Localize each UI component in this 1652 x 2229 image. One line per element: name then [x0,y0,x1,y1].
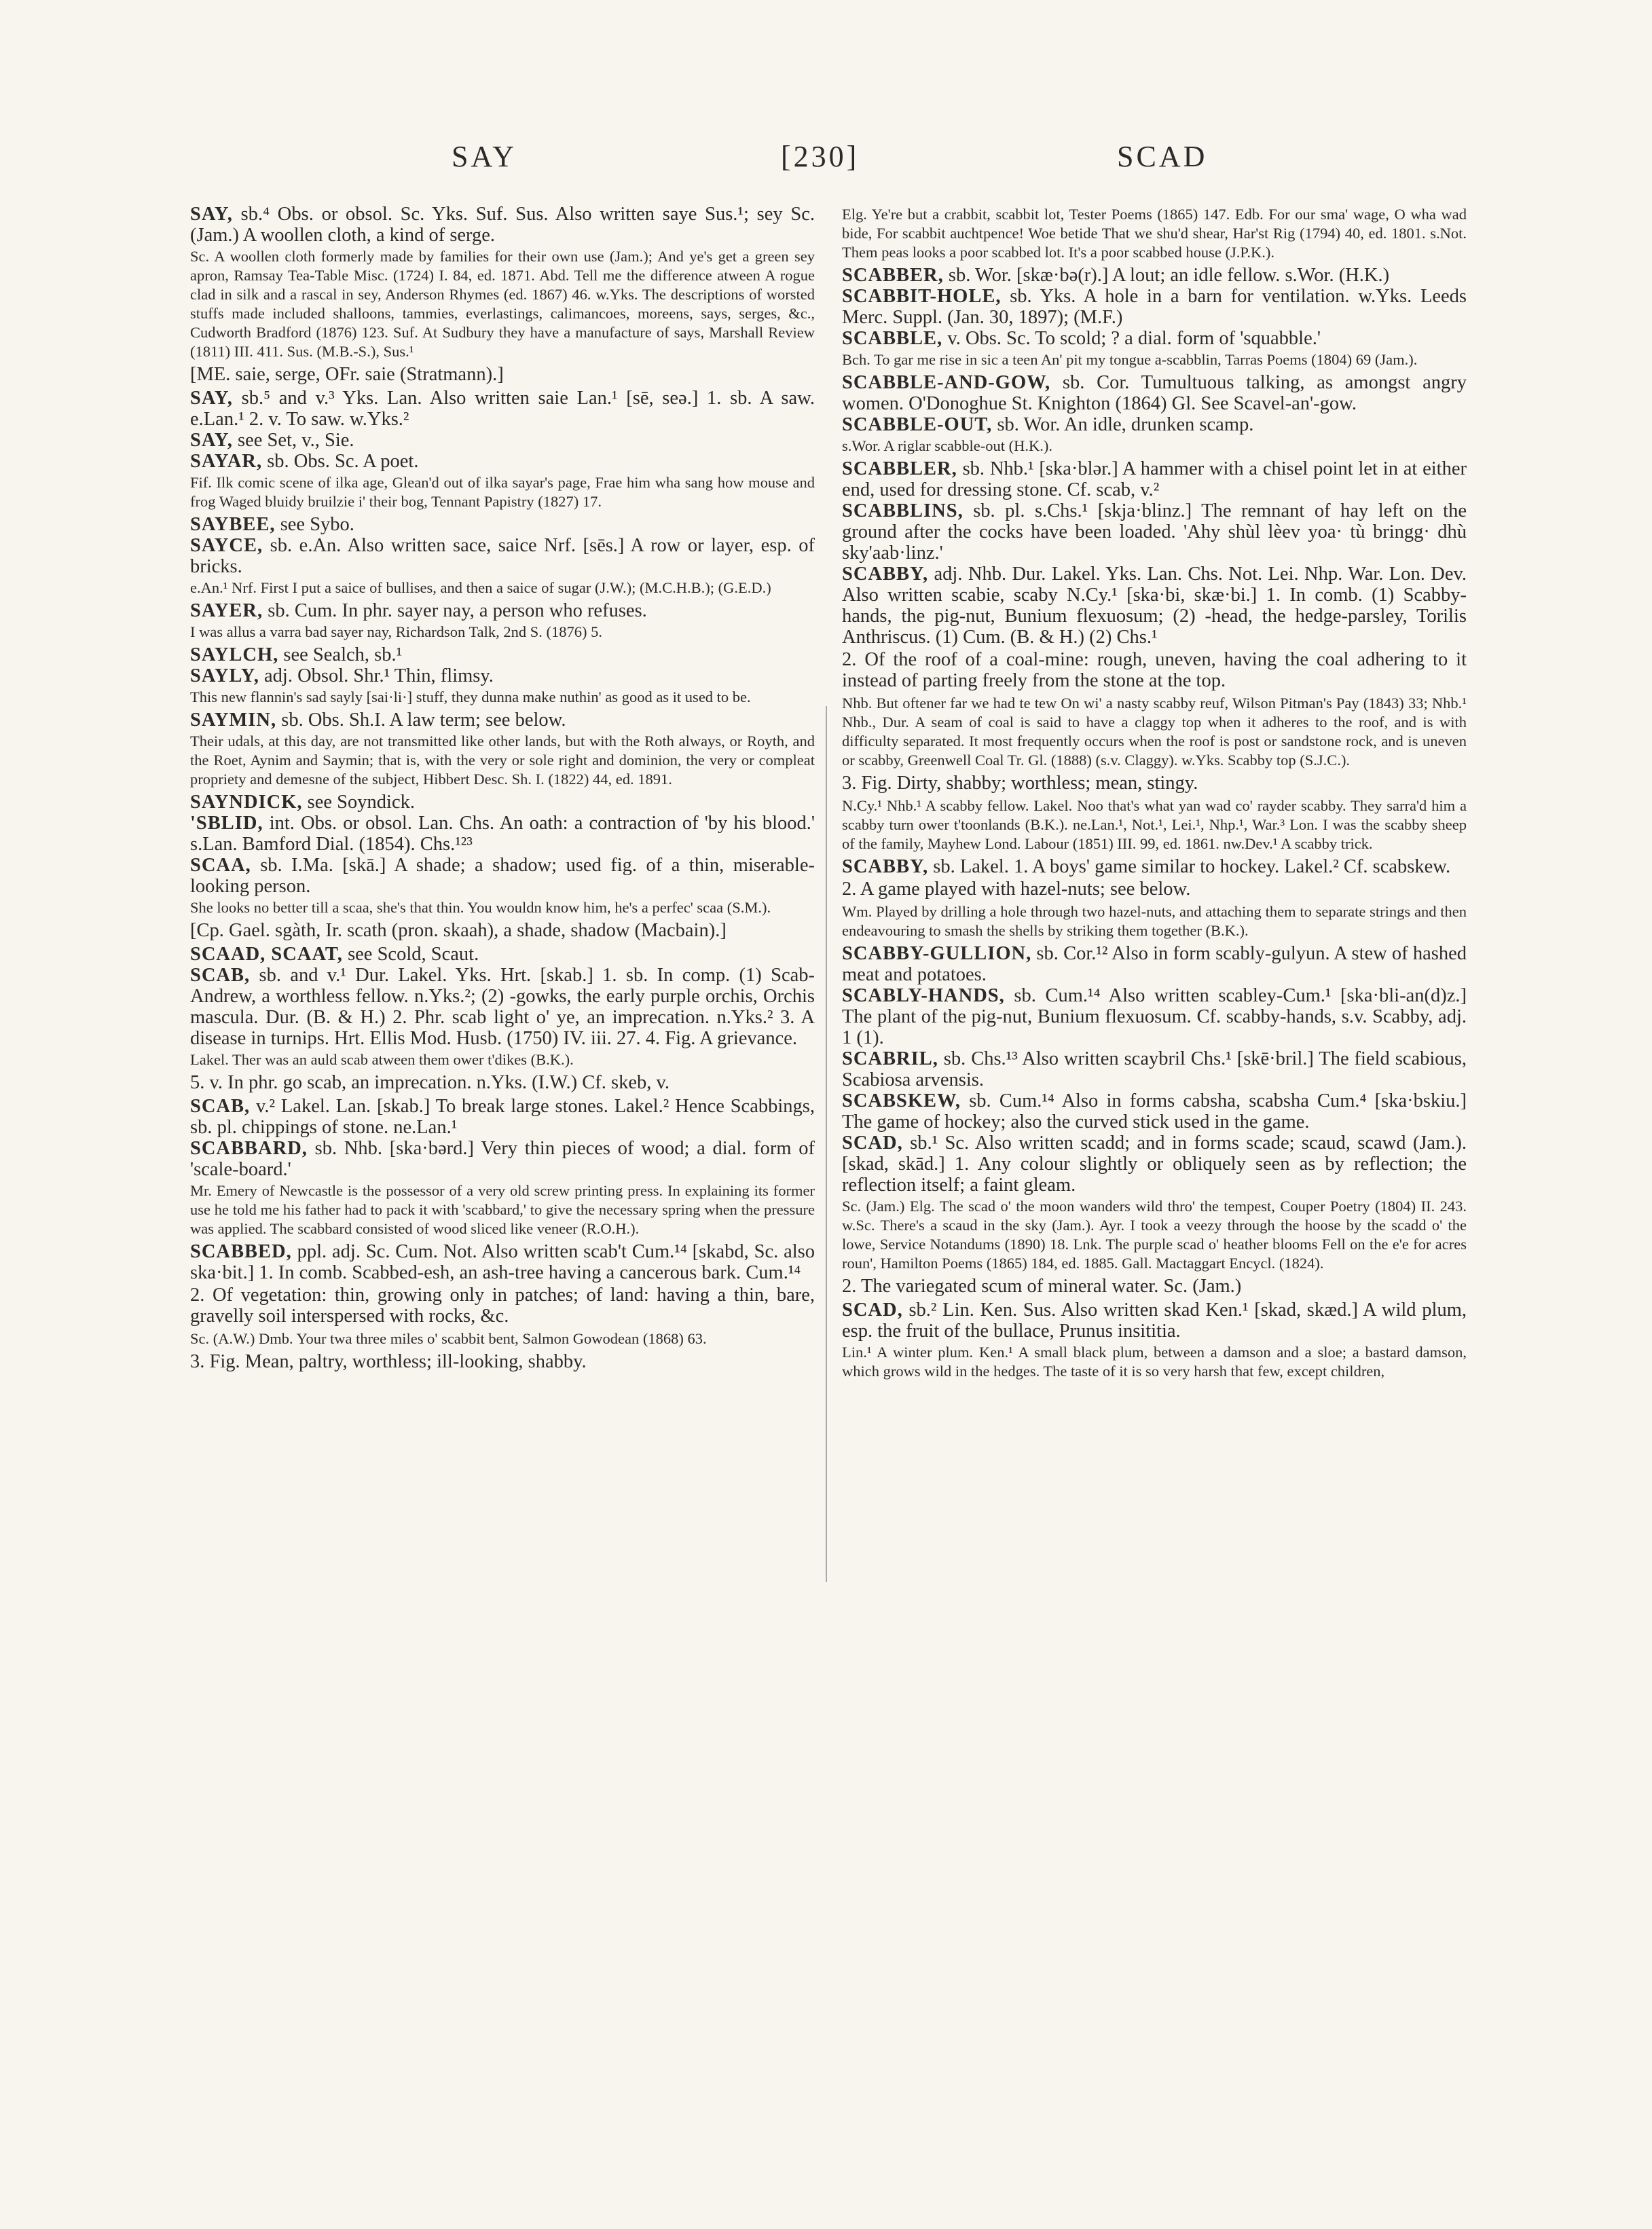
citation-quote: Sc. (A.W.) Dmb. Your twa three miles o' scabbit bent, Salmon Gowodean (1868) 63. [190,1330,707,1347]
dictionary-entry [842,265,1467,286]
dictionary-entry [842,328,1467,349]
entry-definition: sb. Wor. [skæ·bə(r).] A lout; an idle fellow. s.Wor. (H.K.) [943,265,1390,286]
dictionary-entry [842,564,1467,648]
citation-quote: N.Cy.¹ Nhb.¹ A scabby fellow. Lakel. Noo that's what yan wad co' rayder scabby. They sarra'd him a scabby turn ower t'toonlands (B.K.). ne.Lan.¹, Not.¹, Lei.¹, Nhp.¹, War.³ Lon. I was the scabby sheep of the family, Mayhew Lond. Labour (1851) III. 99, ed. 1861. nw.Dev.¹ A scabby trick. [842,797,1467,852]
entry-headword: 'SBLID, [190,813,263,834]
entry-definition: see Soyndick. [302,792,415,813]
page-number: [230] [781,140,860,173]
entry-headword: SCABBLE-AND-GOW, [842,372,1051,393]
dictionary-entry [190,535,815,577]
entry-headword: SCAB, [190,1096,251,1117]
dictionary-entry [842,985,1467,1048]
entry-headword: SAYER, [190,600,263,621]
entry-note: 5. v. In phr. go scab, an imprecation. n.Yks. (I.W.) Cf. skeb, v. [190,1072,670,1093]
entry-note: 2. The variegated scum of mineral water. Sc. (Jam.) [842,1276,1242,1297]
entry-headword: SAY, [190,430,233,451]
dictionary-entry [190,792,815,813]
entry-definition: sb. Cum. In phr. sayer nay, a person who refuses. [263,600,647,621]
column-divider [826,706,827,1582]
citation-quote: e.An.¹ Nrf. First I put a saice of bullises, and then a saice of sugar (J.W.); (M.C.H.B.); (G.E.D.) [190,579,771,596]
entry-note: [ME. saie, serge, OFr. saie (Stratmann).] [190,364,504,385]
entry-headword: SCABRIL, [842,1048,938,1069]
entry-headword: SAYBEE, [190,514,276,535]
dictionary-entry [842,856,1467,877]
dictionary-entry [190,1096,815,1138]
dictionary-entry [842,414,1467,435]
entry-headword: SCABLY-HANDS, [842,985,1005,1006]
left-column [190,204,815,1375]
dictionary-entry [842,1300,1467,1342]
entry-definition: v. Obs. Sc. To scold; ? a dial. form of 'squabble.' [942,328,1321,349]
dictionary-entry [190,514,815,535]
dictionary-entry [842,458,1467,500]
entry-definition: sb.⁵ and v.³ Yks. Lan. Also written saie Lan.¹ [sē, seə.] 1. sb. A saw. e.Lan.¹ 2. v. To saw. w.Yks.² [190,388,815,430]
entry-headword: SCABBY, [842,564,929,585]
entry-definition: ppl. adj. Sc. Cum. Not. Also written scab't Cum.¹⁴ [skabd, Sc. also ska·bit.] 1. In comb. Scabbed-esh, an ash-tree having a cancerous bark. Cum.¹⁴ [190,1241,815,1283]
citation-quote: Their udals, at this day, are not transmitted like other lands, but with the Roth always, or Royth, and the Roet, Aynim and Saymin; that is, with the very or sole right and dominion, the very or compleat propriety and demesne of the subject, Hibbert Desc. Sh. I. (1822) 44, ed. 1891. [190,733,815,788]
entry-definition: sb. Chs.¹³ Also written scaybril Chs.¹ [skē·bril.] The field scabious, Scabiosa arvensis. [842,1048,1467,1090]
entry-headword: SAYNDICK, [190,792,303,813]
entry-headword: SAY, [190,204,233,225]
dictionary-entry [190,644,815,665]
entry-definition: sb. Cor. Tumultuous talking, as amongst angry women. O'Donoghue St. Knighton (1864) Gl. See Scavel-an'-gow. [842,372,1467,414]
entry-definition: sb. Nhb. [ska·bərd.] Very thin pieces of wood; a dial. form of 'scale-board.' [190,1138,815,1180]
entry-headword: SCABBIT-HOLE, [842,286,1002,307]
entry-definition: adj. Obsol. Shr.¹ Thin, flimsy. [259,665,494,686]
citation-quote: Lin.¹ A winter plum. Ken.¹ A small black plum, between a damson and a sloe; a bastard damson, which grows wild in the hedges. The taste of it is so very harsh that few, except children, [842,1344,1467,1380]
entry-headword: SCAD, [842,1132,903,1154]
entry-headword: SCAD, [842,1300,903,1321]
entry-headword: SCABBLINS, [842,500,963,521]
citation-quote: Sc. A woollen cloth formerly made by families for their own use (Jam.); And ye's get a green sey apron, Ramsay Tea-Table Misc. (1724) I. 84, ed. 1871. Abd. Tell me the difference atween A rogue clad in silk and a rascal in sey, Anderson Rhymes (ed. 1867) 46. w.Yks. The descriptions of worsted stuffs made included shalloons, tammies, everlastings, calimancoes, moreens, says, serges, &c., Cudworth Bradford (1876) 123. Suf. At Sudbury they have a manufacture of says, Marshall Review (1811) III. 411. Sus. (M.B.-S.), Sus.¹ [190,248,815,360]
citation-quote: This new flannin's sad sayly [sai·li·] stuff, they dunna make nuthin' as good as it used to be. [190,688,751,705]
citation-quote: Fif. Ilk comic scene of ilka age, Glean'd out of ilka sayar's page, Frae him wha sang how mouse and frog Waged bluidy bruilzie i' their bog, Tennant Papistry (1827) 17. [190,474,815,510]
dictionary-entry [190,855,815,897]
citation-quote: Mr. Emery of Newcastle is the possessor of a very old screw printing press. In explaining its former use he told me his father had to pack it with 'scabbard,' to give the necessary spring when the pressure was applied. The scabbard consisted of wood sliced like veneer (R.O.H.). [190,1182,815,1237]
dictionary-entry [190,1241,815,1283]
entry-headword: SCAA, [190,855,251,876]
dictionary-entry [842,1132,1467,1196]
dictionary-entry [842,943,1467,985]
entry-definition: sb. Obs. Sh.I. A law term; see below. [276,710,566,731]
dictionary-entry [842,500,1467,564]
entry-note: 2. Of the roof of a coal-mine: rough, uneven, having the coal adhering to it instead of parting freely from the stone at the top. [842,649,1467,691]
entry-definition: adj. Nhb. Dur. Lakel. Yks. Lan. Chs. Not. Lei. Nhp. War. Lon. Dev. Also written scabie, scaby N.Cy.¹ [ska·bi, skæ·bi.] 1. In comb. (1) Scabby-hands, the pig-nut, Bunium flexuosum; (2) -head, the hedge-parsley, Torilis Anthriscus. (1) Cum. (B. & H.) (2) Chs.¹ [842,564,1467,648]
entry-definition: sb. Obs. Sc. A poet. [262,451,419,472]
entry-definition: int. Obs. or obsol. Lan. Chs. An oath: a contraction of 'by his blood.' s.Lan. Bamford Dial. (1854). Chs.¹²³ [190,813,815,855]
running-head-left: SAY [452,140,517,173]
entry-headword: SCABBED, [190,1241,292,1262]
entry-definition: sb.⁴ Obs. or obsol. Sc. Yks. Suf. Sus. Also written saye Sus.¹; sey Sc. (Jam.) A woollen cloth, a kind of serge. [190,204,815,246]
entry-definition: sb. and v.¹ Dur. Lakel. Yks. Hrt. [skab.] 1. sb. In comp. (1) Scab-Andrew, a worthless fellow. n.Yks.²; (2) -gowks, the early purple orchis, Orchis mascula. Dur. (B. & H.) 2. Phr. scab light o' ye, an imprecation. n.Yks.² 3. A disease in turnips. Hrt. Ellis Mod. Husb. (1750) IV. iii. 27. 4. Fig. A grievance. [190,965,815,1049]
citation-quote: Nhb. But oftener far we had te tew On wi' a nasty scabby reuf, Wilson Pitman's Pay (1843) 33; Nhb.¹ Nhb., Dur. A seam of coal is said to have a claggy top when it adheres to the roof, and is with difficulty separated. It most frequently occurs when the roof is post or sandstone rock, and is uneven or scabby, Greenwell Coal Tr. Gl. (1888) (s.v. Claggy). w.Yks. Scabby top (S.J.C.). [842,695,1467,769]
entry-definition: sb. e.An. Also written sace, saice Nrf. [sēs.] A row or layer, esp. of bricks. [190,535,815,577]
entry-definition: sb. pl. s.Chs.¹ [skja·blinz.] The remnant of hay left on the ground after the cocks have been loaded. 'Ahy shùl lèev yoa· tù bringg· dhù sky'aab·linz.' [842,500,1467,564]
entry-headword: SCABBLE, [842,328,943,349]
entry-headword: SAYLY, [190,665,259,686]
entry-definition: sb. Cum.¹⁴ Also written scabley-Cum.¹ [ska·bli-an(d)z.] The plant of the pig-nut, Bunium flexuosum. Cf. scabby-hands, s.v. Scabby, adj. 1 (1). [842,985,1467,1048]
entry-definition: see Scold, Scaut. [342,944,479,965]
entry-headword: SCAB, [190,965,251,986]
dictionary-entry [842,1048,1467,1090]
citation-quote: I was allus a varra bad sayer nay, Richardson Talk, 2nd S. (1876) 5. [190,623,603,640]
dictionary-entry [190,710,815,731]
entry-definition: sb. Wor. An idle, drunken scamp. [992,414,1254,435]
citation-quote: Elg. Ye're but a crabbit, scabbit lot, Tester Poems (1865) 147. Edb. For our sma' wage, O wha wad bide, For scabbit auchtpence! Woe betide That we shu'd shear, Har'st Rig (1794) 40, ed. 1801. s.Not. Them peas looks a poor scabbed lot. It's a poor scabbed house (J.P.K.). [842,206,1467,261]
entry-headword: SAYMIN, [190,710,277,731]
entry-headword: SAYLCH, [190,644,279,665]
citation-quote: She looks no better till a scaa, she's that thin. You wouldn know him, he's a perfec' scaa (S.M.). [190,899,771,916]
entry-definition: v.² Lakel. Lan. [skab.] To break large stones. Lakel.² Hence Scabbings, sb. pl. chippings of stone. ne.Lan.¹ [190,1096,815,1138]
entry-note: 3. Fig. Mean, paltry, worthless; ill-looking, shabby. [190,1351,587,1372]
dictionary-entry [842,372,1467,414]
dictionary-entry [190,600,815,621]
entry-headword: SCAAD, SCAAT, [190,944,343,965]
entry-headword: SCABBARD, [190,1138,308,1159]
entry-headword: SAYCE, [190,535,263,556]
dictionary-entry [190,1138,815,1180]
entry-note: 2. A game played with hazel-nuts; see below. [842,879,1191,900]
entry-definition: sb.² Lin. Ken. Sus. Also written skad Ken.¹ [skad, skæd.] A wild plum, esp. the fruit of the bullace, Prunus insititia. [842,1300,1467,1342]
dictionary-entry [190,430,815,451]
citation-quote: Sc. (Jam.) Elg. The scad o' the moon wanders wild thro' the tempest, Couper Poetry (1804) II. 243. w.Sc. There's a scaud in the sky (Jam.). Ayr. I took a veezy through the hoose by the scadd o' the lowe, Service Notandums (1890) 18. Lnk. The purple scad o' heather blooms Fell on the e'e for acres roun', Hamilton Poems (1865) 184, ed. 1885. Gall. Mactaggart Encycl. (1824). [842,1198,1467,1272]
citation-quote: s.Wor. A riglar scabble-out (H.K.). [842,437,1053,454]
citation-quote: Lakel. Ther was an auld scab atween them ower t'dikes (B.K.). [190,1051,574,1068]
page-header [0,139,1652,187]
entry-definition: sb. Lakel. 1. A boys' game similar to hockey. Lakel.² Cf. scabskew. [928,856,1451,877]
dictionary-entry [842,1090,1467,1132]
entry-definition: sb. Cor.¹² Also in form scably-gulyun. A stew of hashed meat and potatoes. [842,943,1467,985]
entry-headword: SCABBER, [842,265,944,286]
citation-quote: Bch. To gar me rise in sic a teen An' pit my tongue a-scabblin, Tarras Poems (1804) 69 (Jam.). [842,351,1418,368]
running-head-right: SCAD [1117,140,1208,173]
entry-headword: SCABSKEW, [842,1090,961,1111]
dictionary-entry [190,204,815,246]
entry-definition: see Sealch, sb.¹ [278,644,403,665]
dictionary-entry [842,286,1467,328]
entry-note: 2. Of vegetation: thin, growing only in patches; of land: having a thin, bare, gravelly soil interspersed with rocks, &c. [190,1285,815,1327]
entry-headword: SCABBLER, [842,458,957,479]
entry-headword: SAYAR, [190,451,263,472]
entry-headword: SCABBY-GULLION, [842,943,1032,964]
entry-headword: SAY, [190,388,233,409]
citation-quote: Wm. Played by drilling a hole through two hazel-nuts, and attaching them to separate strings and then endeavouring to smash the shells by striking them together (B.K.). [842,903,1467,939]
dictionary-entry [190,813,815,855]
entry-headword: SCABBLE-OUT, [842,414,993,435]
dictionary-entry [190,965,815,1049]
entry-definition: sb. I.Ma. [skā.] A shade; a shadow; used fig. of a thin, miserable-looking person. [190,855,815,897]
entry-note: 3. Fig. Dirty, shabby; worthless; mean, stingy. [842,773,1198,794]
dictionary-entry [190,665,815,686]
entry-definition: see Sybo. [275,514,354,535]
entry-definition: sb. Cum.¹⁴ Also in forms cabsha, scabsha Cum.⁴ [ska·bskiu.] The game of hockey; also the curved stick used in the game. [842,1090,1467,1132]
entry-definition: sb.¹ Sc. Also written scadd; and in forms scade; scaud, scawd (Jam.). [skad, skād.] 1. Any colour slightly or obliquely seen as by reflection; the reflection itself; a faint gleam. [842,1132,1467,1196]
dictionary-entry [190,388,815,430]
entry-headword: SCABBY, [842,856,929,877]
entry-definition: sb. Yks. A hole in a barn for ventilation. w.Yks. Leeds Merc. Suppl. (Jan. 30, 1897); (M.F.) [842,286,1467,328]
entry-note: [Cp. Gael. sgàth, Ir. scath (pron. skaah), a shade, shadow (Macbain).] [190,920,727,941]
right-column [842,204,1467,1384]
entry-definition: see Set, v., Sie. [232,430,354,451]
dictionary-entry [190,451,815,472]
entry-definition: sb. Nhb.¹ [ska·blər.] A hammer with a chisel point let in at either end, used for dressing stone. Cf. scab, v.² [842,458,1467,500]
dictionary-entry [190,944,815,965]
